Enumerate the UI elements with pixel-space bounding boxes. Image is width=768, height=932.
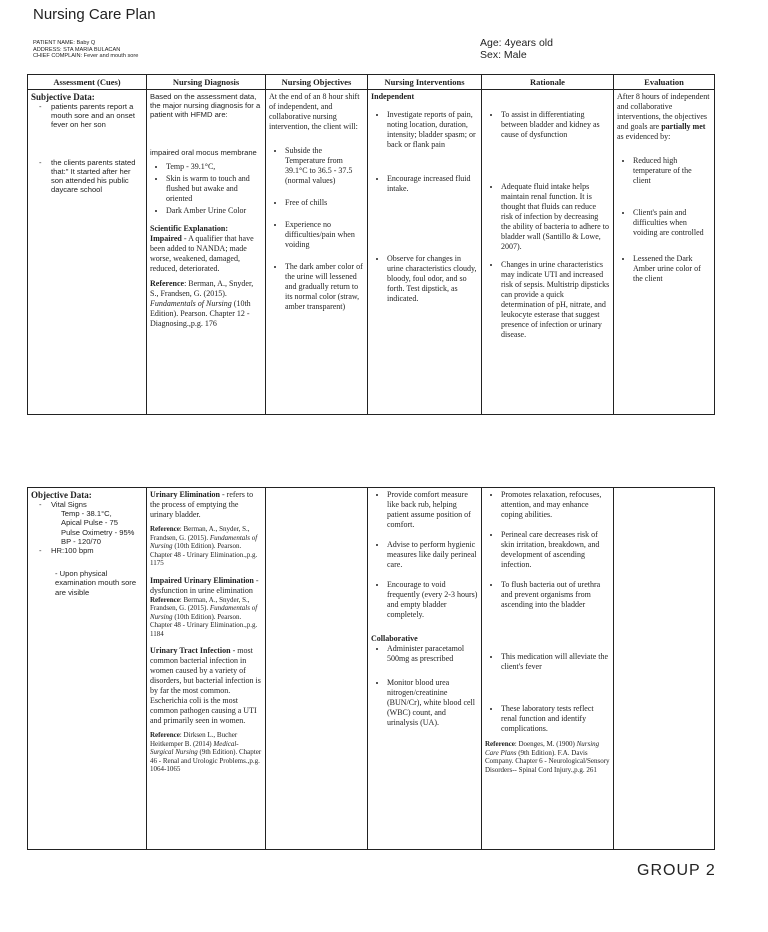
rationale-cell	[482, 90, 614, 415]
impaired-term: Impaired	[150, 233, 182, 243]
list-item: • Adequate fluid intake helps maintain renal function. It is thought that fluids can reduce risk of infection by decreasing the ability of bacteria to adhere to bladder wall (Santillo & Lowe, 2007).	[501, 182, 610, 252]
evaluation-text: After 8 hours of independent and collaborative interventions, the objectives and goals are	[617, 92, 710, 131]
list-item: • Perineal care decreases risk of skin irritation, breakdown, and development of ascending infection.	[501, 530, 610, 570]
urinary-elimination-definition	[150, 490, 262, 520]
evaluation-intro	[617, 92, 711, 132]
reference-title: Fundamentals of Nursing	[150, 604, 258, 621]
header-assessment: Assessment (Cues)	[28, 75, 147, 90]
header-interventions: Nursing Interventions	[368, 75, 482, 90]
subjective-list	[31, 102, 143, 194]
subjective-label: Subjective Data:	[31, 92, 95, 102]
patient-name: PATIENT NAME: Baby Q	[33, 40, 96, 46]
reference-label: Reference	[150, 731, 180, 739]
reference-details: (10th Edition). Pearson. Chapter 12 - Diagnosing.,p.g. 176	[150, 298, 251, 328]
collaborative-label: Collaborative	[371, 634, 418, 643]
group-label: GROUP 2	[637, 862, 716, 879]
list-item: • Lessened the Dark Amber urine color of the client	[633, 254, 711, 284]
interventions-cell	[368, 488, 482, 850]
document-title: Nursing Care Plan	[33, 6, 156, 23]
list-item: • Free of chills	[285, 198, 364, 208]
list-item: - the clients parents stated that:" It started after her son attended his public daycare school	[39, 158, 143, 195]
independent-label: Independent	[371, 92, 415, 101]
reference-label: Reference	[150, 525, 180, 533]
interventions-cell	[368, 90, 482, 415]
list-item: • Observe for changes in urine characteristics cloudy, bloody, foul odor, and so forth. Test dipstick, as indicated.	[387, 254, 478, 304]
list-item: • Dark Amber Urine Color	[166, 206, 262, 216]
scientific-explanation-label: Scientific Explanation:	[150, 223, 229, 233]
term: Impaired Urinary Elimination	[150, 575, 254, 585]
header-rationale: Rationale	[482, 75, 614, 90]
reference-title: Nursing Care Plans	[485, 740, 600, 757]
table-row	[28, 90, 715, 415]
interventions-list	[371, 110, 478, 304]
patient-address: ADDRESS: STA MARIA BULACAN	[33, 46, 121, 53]
list-item: • These laboratory tests reflect renal function and identify complications.	[501, 704, 610, 734]
list-item: • Reduced high temperature of the client	[633, 156, 711, 186]
uti-definition	[150, 646, 262, 726]
list-item: • Changes in urine characteristics may indicate UTI and increased risk of sepsis. Multistrip dipsticks can provide a quick determination of pH, nitrate, and leukocyte esterase that suggest presence of infection or urinary disease.	[501, 260, 610, 340]
reference-title: Medical-Surgical Nursing	[150, 739, 239, 756]
vital-oximetry: Pulse Oximetry - 95%	[61, 527, 135, 537]
header-objectives: Nursing Objectives	[266, 75, 368, 90]
reference-details: (10th Edition). Pearson. Chapter 48 - Urinary Elimination.,p.g. 1175	[150, 542, 258, 567]
list-item: • Skin is warm to touch and flushed but awake and oriented	[166, 174, 262, 204]
hr-list	[31, 546, 143, 555]
patient-info	[33, 40, 138, 60]
reference-authors: : Berman, A., Snyder, S., Frandsen, G. (2015).	[150, 595, 250, 612]
list-item: • Provide comfort measure like back rub, helping patient assume position of comfort.	[387, 490, 478, 530]
rationale-list	[485, 490, 610, 734]
list-item: • Investigate reports of pain, noting location, duration, intensity; bladder spasm; or back or flank pain	[387, 110, 478, 150]
vital-temp: Temp - 38.1°C,	[61, 509, 112, 519]
objective-assessment-cell	[28, 488, 147, 850]
list-item: • Advise to perform hygienic measures like daily perineal care.	[387, 540, 478, 570]
list-item: • Encourage to void frequently (every 2-3 hours) and empty bladder completely.	[387, 580, 478, 620]
evaluation-evidenced: as evidenced by:	[617, 132, 671, 141]
collaborative-list	[371, 644, 478, 728]
care-plan-table-2	[27, 487, 715, 850]
reference-title: Fundamentals of Nursing	[150, 533, 258, 550]
vital-hr: - HR:100 bpm	[39, 546, 143, 555]
reference	[150, 279, 262, 329]
reference-label: Reference	[150, 278, 185, 288]
list-item: • To flush bacteria out of urethra and prevent organisms from ascending into the bladder	[501, 580, 610, 610]
reference	[150, 731, 262, 774]
objective-label: Objective Data:	[31, 490, 92, 500]
reference-details: (10th Edition). Pearson. Chapter 48 - Urinary Elimination.,p.g. 1184	[150, 612, 258, 638]
reference-details: (9th Edition). Chapter 46 - Renal and Urologic Problems.,p.g. 1064-1065	[150, 748, 262, 773]
evaluation-status: partially met	[661, 122, 706, 131]
rationale-list	[485, 110, 610, 340]
list-item: • Administer paracetamol 500mg as prescribed	[387, 644, 478, 664]
evaluation-cell	[614, 90, 715, 415]
list-item: • Client's pain and difficulties when voiding are controlled	[633, 208, 711, 238]
diagnosis-intro: Based on the assessment data, the major nursing diagnosis for a patient with HFMD are:	[150, 92, 261, 120]
patient-age: Age: 4years old	[480, 37, 553, 49]
list-item: • Promotes relaxation, refocuses, attention, and may enhance coping abilities.	[501, 490, 610, 520]
age-sex	[480, 37, 553, 61]
chief-complaint: CHIEF COMPLAIN: Fever and mouth sore	[33, 53, 139, 59]
interventions-list	[371, 490, 478, 620]
reference-authors: : Dirksen L., Bucher Heitkemper B. (2014)	[150, 731, 238, 748]
reference	[485, 740, 610, 774]
header-evaluation: Evaluation	[614, 75, 715, 90]
diagnosis-statement: impaired oral mocus membrane	[150, 147, 257, 157]
diagnosis-cell	[147, 90, 266, 415]
diagnosis-cues	[150, 162, 262, 216]
list-item: - patients parents report a mouth sore and an onset fever on her son	[39, 102, 143, 130]
objectives-cell	[266, 90, 368, 415]
vital-signs-list	[31, 509, 143, 546]
reference-details: (9th Edition). F.A. Davis Company. Chapter 6 - Neurological/Sensory Disorders-- Spinal Cord Injury.,p.g. 261	[485, 748, 610, 774]
reference	[150, 525, 262, 568]
list-item: • Monitor blood urea nitrogen/creatinine (BUN/Cr), white blood cell (WBC) count, and urinalysis (UA).	[387, 678, 478, 728]
header-diagnosis: Nursing Diagnosis	[147, 75, 266, 90]
reference	[150, 596, 262, 639]
rationale-cell	[482, 488, 614, 850]
list-item: • To assist in differentiating between bladder and kidney as cause of dysfunction	[501, 110, 610, 140]
header-row	[28, 75, 715, 90]
objective-list	[31, 500, 143, 509]
impaired-definition	[150, 234, 262, 274]
reference-authors: : Berman, A., Snyder, S., Frandsen, G. (2015).	[150, 525, 250, 542]
reference-label: Reference	[150, 595, 180, 604]
reference-label: Reference	[485, 740, 515, 748]
vital-pulse: Apical Pulse - 75	[61, 518, 118, 528]
list-item: • Subside the Temperature from 39.1°C to 36.5 - 37.5 (normal values)	[285, 146, 364, 186]
objectives-list	[269, 146, 364, 312]
list-item: • Temp - 39.1°C,	[166, 162, 262, 172]
vital-signs-label: - Vital Signs	[39, 500, 143, 509]
reference-title: Fundamentals of Nursing	[150, 298, 232, 308]
term: Urinary Elimination	[150, 490, 221, 499]
term: Urinary Tract Infection	[150, 646, 231, 655]
list-item: • Encourage increased fluid intake.	[387, 174, 478, 194]
reference-authors: : Berman, A., Snyder, S., Frandsen, G. (2015).	[150, 278, 254, 298]
evaluation-list	[617, 156, 711, 284]
diagnosis-definitions-cell	[147, 488, 266, 850]
objectives-empty-cell	[266, 488, 368, 850]
objectives-intro: At the end of an 8 hour shift of independent, and collaborative nursing intervention, the client will:	[269, 92, 360, 131]
list-item: • The dark amber color of the urine will lessened and gradually return to its normal color (straw, amber transparent)	[285, 262, 364, 312]
impaired-urinary-elimination-definition	[150, 576, 262, 596]
evaluation-empty-cell	[614, 488, 715, 850]
list-item: • This medication will alleviate the client's fever	[501, 652, 610, 672]
patient-sex: Sex: Male	[480, 49, 527, 61]
list-item: • Experience no difficulties/pain when voiding	[285, 220, 364, 250]
care-plan-table-1	[27, 74, 715, 415]
definition: - refers to the process of emptying the urinary bladder.	[150, 490, 254, 519]
definition: - most common bacterial infection in women caused by a variety of disorders, but bacterial infection is by far the most common. Escherichia coli is the most common pathogen causing a UTI and primarily seen in women.	[150, 646, 261, 725]
physical-exam: - Upon physical examination mouth sore are visible	[55, 569, 137, 597]
impaired-text: - A qualifier that have been added to NANDA; made worse, weakened, damaged, reduced, deteriorated.	[150, 233, 254, 273]
table-row	[28, 488, 715, 850]
assessment-cell	[28, 90, 147, 415]
definition: - dysfunction in urine elimination	[150, 575, 259, 595]
reference-authors: : Doenges, M. (1900)	[514, 740, 577, 748]
vital-bp: BP - 120/70	[61, 536, 101, 546]
